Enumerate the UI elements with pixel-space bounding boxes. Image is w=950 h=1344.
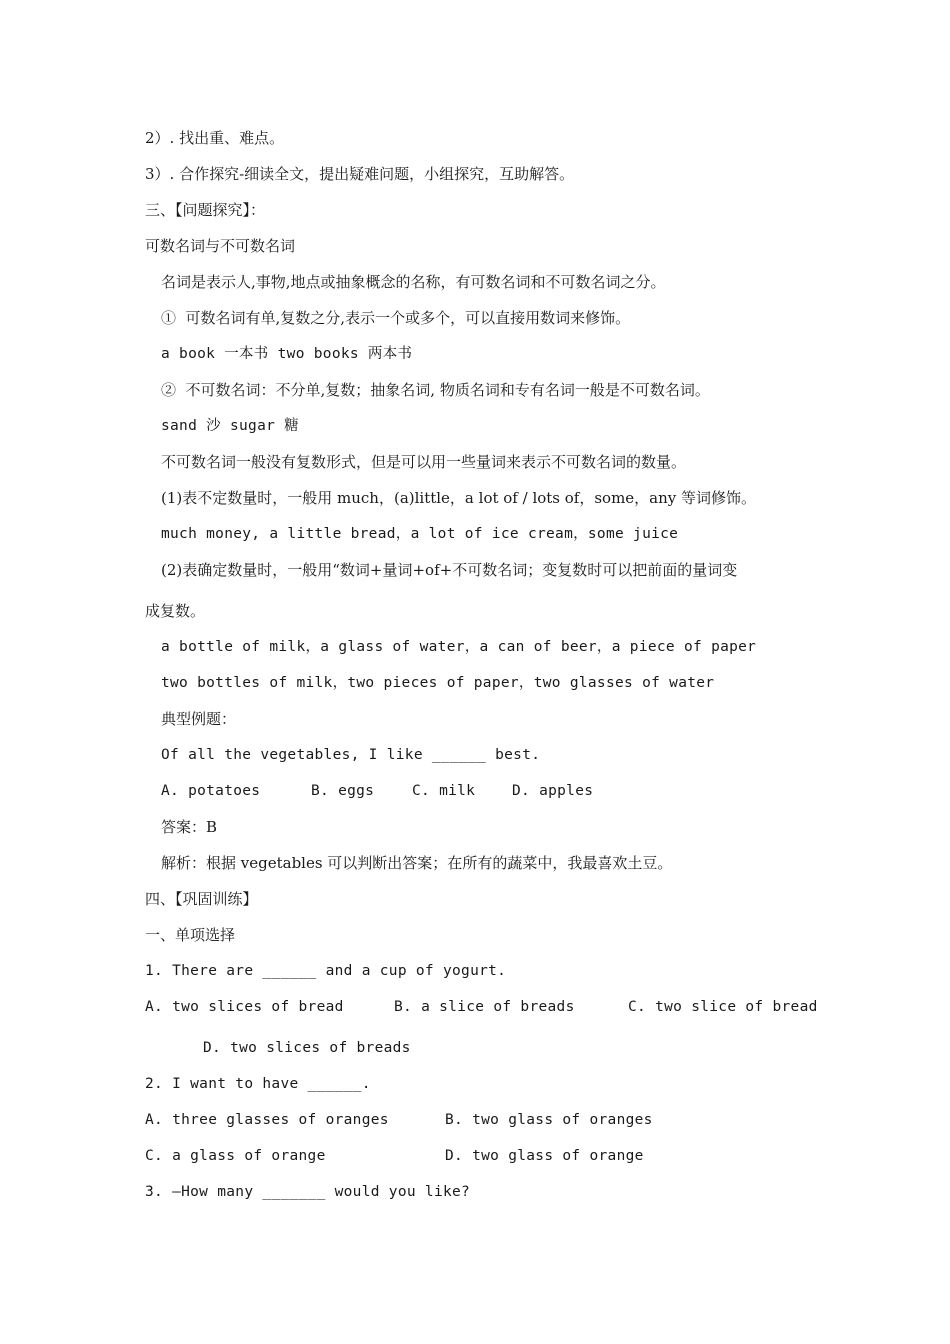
question-2-option-c: C. a glass of orange bbox=[145, 1148, 326, 1164]
definite-quantity-example-2: two bottles of milk，two pieces of paper，two glasses of water bbox=[161, 675, 715, 691]
section-heading-4: 四、【巩固训练】 bbox=[145, 890, 258, 908]
question-2-option-d: D. two glass of orange bbox=[445, 1148, 644, 1164]
question-1-option-c: C. two slice of bread bbox=[628, 999, 818, 1015]
indefinite-quantity-rule: (1)表不定数量时，一般用 much，(a)little，a lot of / lots of，some，any 等词修饰。 bbox=[161, 489, 757, 507]
example-option-a: A. potatoes bbox=[161, 783, 261, 799]
indefinite-quantity-example: much money, a little bread，a lot of ice cream，some juice bbox=[161, 526, 679, 542]
uncountable-example: sand 沙 sugar 糖 bbox=[161, 418, 299, 434]
example-answer: 答案：B bbox=[161, 818, 218, 836]
example-heading: 典型例题： bbox=[161, 710, 237, 728]
example-option-d: D. apples bbox=[512, 783, 594, 799]
line-step-3: 3）. 合作探究-细读全文，提出疑难问题，小组探究，互助解答。 bbox=[145, 165, 575, 183]
question-1-option-a: A. two slices of bread bbox=[145, 999, 344, 1015]
definite-quantity-rule-cont: 成复数。 bbox=[145, 602, 206, 620]
example-option-b: B. eggs bbox=[311, 783, 375, 799]
definition-text: 名词是表示人,事物,地点或抽象概念的名称，有可数名词和不可数名词之分。 bbox=[161, 273, 666, 291]
topic-title: 可数名词与不可数名词 bbox=[145, 237, 296, 255]
question-2-option-a: A. three glasses of oranges bbox=[145, 1112, 389, 1128]
example-explanation: 解析：根据 vegetables 可以判断出答案；在所有的蔬菜中，我最喜欢土豆。 bbox=[161, 854, 673, 872]
question-1-option-b: B. a slice of breads bbox=[394, 999, 575, 1015]
countable-rule: ① 可数名词有单,复数之分,表示一个或多个，可以直接用数词来修饰。 bbox=[161, 309, 631, 327]
uncountable-rule: ② 不可数名词：不分单,复数；抽象名词, 物质名词和专有名词一般是不可数名词。 bbox=[161, 381, 710, 399]
uncountable-note: 不可数名词一般没有复数形式，但是可以用一些量词来表示不可数名词的数量。 bbox=[161, 453, 687, 471]
exercise-heading: 一、单项选择 bbox=[145, 926, 236, 944]
question-1: 1. There are ______ and a cup of yogurt. bbox=[145, 963, 507, 979]
example-question: Of all the vegetables, I like ______ best. bbox=[161, 747, 541, 763]
question-3: 3. —How many _______ would you like? bbox=[145, 1184, 471, 1200]
definite-quantity-example-1: a bottle of milk，a glass of water，a can of beer，a piece of paper bbox=[161, 639, 757, 655]
question-1-option-d: D. two slices of breads bbox=[203, 1040, 411, 1056]
section-heading-3: 三、【问题探究】： bbox=[145, 201, 266, 219]
line-step-2: 2）. 找出重、难点。 bbox=[145, 129, 285, 147]
countable-example: a book 一本书 two books 两本书 bbox=[161, 346, 413, 362]
example-option-c: C. milk bbox=[412, 783, 476, 799]
question-2-option-b: B. two glass of oranges bbox=[445, 1112, 653, 1128]
question-2: 2. I want to have ______. bbox=[145, 1076, 371, 1092]
definite-quantity-rule: (2)表确定数量时，一般用“数词+量词+of+不可数名词；变复数时可以把前面的量词变 bbox=[161, 561, 738, 579]
